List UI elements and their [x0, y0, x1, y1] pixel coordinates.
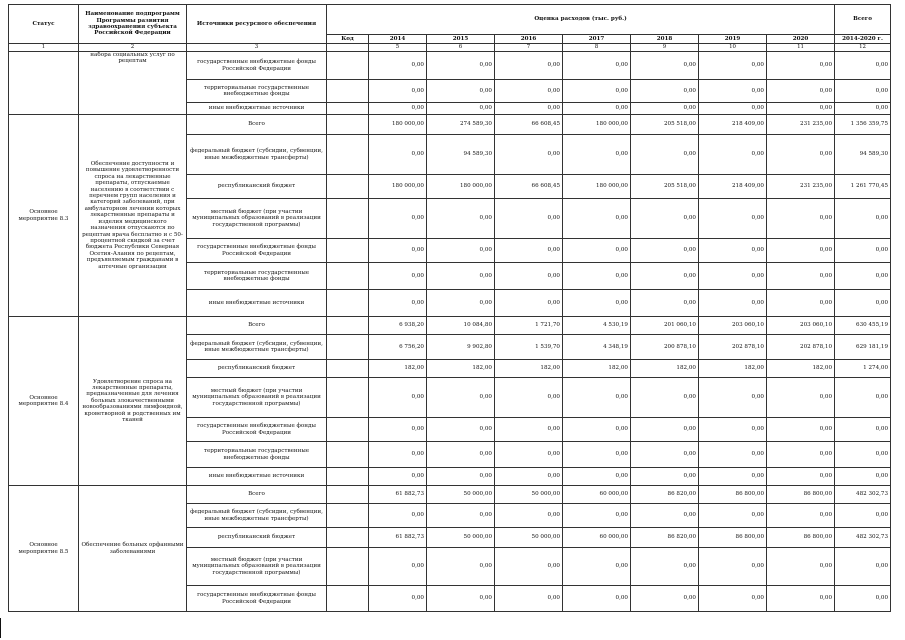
- kod-cell: [327, 135, 369, 175]
- year-value-cell: 0,00: [767, 199, 835, 239]
- year-value-cell: 50 000,00: [495, 486, 563, 504]
- year-value-cell: 0,00: [767, 504, 835, 528]
- year-value-cell: 6 938,20: [369, 317, 427, 335]
- total-value-cell: 0,00: [835, 586, 891, 612]
- table-row: [9, 115, 891, 135]
- column-number-cell: 11: [767, 44, 835, 52]
- year-value-cell: 0,00: [369, 135, 427, 175]
- table-row: [9, 486, 891, 504]
- kod-cell: [327, 103, 369, 115]
- year-value-cell: 0,00: [369, 103, 427, 115]
- year-value-cell: 0,00: [369, 52, 427, 80]
- year-value-cell: 86 820,00: [631, 486, 699, 504]
- header-row: [9, 5, 891, 35]
- year-value-cell: 0,00: [767, 442, 835, 468]
- total-value-cell: 0,00: [835, 290, 891, 317]
- total-value-cell: 94 589,30: [835, 135, 891, 175]
- year-value-cell: 0,00: [767, 418, 835, 442]
- year-value-cell: 0,00: [563, 378, 631, 418]
- total-value-cell: 1 274,00: [835, 360, 891, 378]
- year-value-cell: 9 902,80: [427, 335, 495, 360]
- year-value-cell: 0,00: [631, 378, 699, 418]
- kod-cell: [327, 504, 369, 528]
- funding-source-cell: местный бюджет (при участии муниципальных образований в реализации государственной программы): [187, 199, 327, 239]
- funding-source-cell: Всего: [187, 317, 327, 335]
- year-value-cell: 0,00: [631, 290, 699, 317]
- total-value-cell: 0,00: [835, 504, 891, 528]
- name-header: Наименование подпрограмм Программы развития здравоохранения субъекта Российской Федерации: [79, 5, 187, 44]
- year-value-cell: 182,00: [495, 360, 563, 378]
- table-body: [9, 5, 891, 612]
- year-value-cell: 0,00: [767, 548, 835, 586]
- year-value-cell: 0,00: [699, 263, 767, 290]
- year-value-cell: 0,00: [427, 290, 495, 317]
- year-value-cell: 0,00: [767, 468, 835, 486]
- funding-source-cell: федеральный бюджет (субсидии, субвенции, иные межбюджетные трансферты): [187, 335, 327, 360]
- year-value-cell: 205 518,00: [631, 175, 699, 199]
- year-value-cell: 0,00: [631, 263, 699, 290]
- year-header: 2015: [427, 35, 495, 44]
- year-value-cell: 0,00: [427, 418, 495, 442]
- year-value-cell: 0,00: [369, 80, 427, 103]
- column-number-cell: 12: [835, 44, 891, 52]
- year-value-cell: 61 882,73: [369, 528, 427, 548]
- total-value-cell: 482 302,73: [835, 486, 891, 504]
- year-value-cell: 0,00: [495, 290, 563, 317]
- year-value-cell: 0,00: [495, 80, 563, 103]
- year-value-cell: 94 589,30: [427, 135, 495, 175]
- year-value-cell: 0,00: [427, 263, 495, 290]
- column-number-cell: 8: [563, 44, 631, 52]
- year-value-cell: 4 530,19: [563, 317, 631, 335]
- year-value-cell: 0,00: [427, 586, 495, 612]
- year-value-cell: 0,00: [495, 418, 563, 442]
- funding-source-cell: федеральный бюджет (субсидии, субвенции, иные межбюджетные трансферты): [187, 504, 327, 528]
- year-value-cell: 0,00: [563, 80, 631, 103]
- funding-source-cell: республиканский бюджет: [187, 360, 327, 378]
- year-header: 2018: [631, 35, 699, 44]
- column-number-cell: 7: [495, 44, 563, 52]
- funding-source-cell: иные внебюджетные источники: [187, 290, 327, 317]
- year-value-cell: 0,00: [427, 504, 495, 528]
- column-number-cell: 2: [79, 44, 187, 52]
- kod-cell: [327, 378, 369, 418]
- year-value-cell: 0,00: [767, 586, 835, 612]
- year-value-cell: 0,00: [699, 586, 767, 612]
- year-value-cell: 0,00: [699, 418, 767, 442]
- year-value-cell: 0,00: [369, 548, 427, 586]
- year-value-cell: 180 000,00: [563, 175, 631, 199]
- year-header: 2019: [699, 35, 767, 44]
- year-value-cell: 0,00: [495, 52, 563, 80]
- year-value-cell: 0,00: [767, 290, 835, 317]
- year-value-cell: 0,00: [699, 103, 767, 115]
- year-value-cell: 182,00: [699, 360, 767, 378]
- table-row: [9, 52, 891, 80]
- funding-source-cell: территориальные государственные внебюджетные фонды: [187, 442, 327, 468]
- table-row: [9, 317, 891, 335]
- year-value-cell: 274 589,30: [427, 115, 495, 135]
- year-value-cell: 0,00: [699, 468, 767, 486]
- year-value-cell: 0,00: [767, 52, 835, 80]
- year-value-cell: 66 608,45: [495, 175, 563, 199]
- year-value-cell: 0,00: [767, 135, 835, 175]
- year-value-cell: 0,00: [427, 199, 495, 239]
- year-value-cell: 0,00: [699, 442, 767, 468]
- year-value-cell: 60 000,00: [563, 528, 631, 548]
- estimate-header: Оценка расходов (тыс. руб.): [327, 5, 835, 35]
- funding-source-cell: Всего: [187, 486, 327, 504]
- funding-source-cell: государственные внебюджетные фонды Российской Федерации: [187, 418, 327, 442]
- year-value-cell: 0,00: [427, 468, 495, 486]
- year-value-cell: 0,00: [427, 548, 495, 586]
- total-value-cell: 0,00: [835, 418, 891, 442]
- kod-cell: [327, 442, 369, 468]
- activity-name-cell: набора социальных услуг по рецептам: [79, 52, 187, 115]
- year-value-cell: 218 409,00: [699, 115, 767, 135]
- year-value-cell: 0,00: [767, 263, 835, 290]
- year-value-cell: 0,00: [699, 378, 767, 418]
- year-value-cell: 1 721,70: [495, 317, 563, 335]
- year-value-cell: 0,00: [495, 586, 563, 612]
- year-value-cell: 218 409,00: [699, 175, 767, 199]
- year-value-cell: 0,00: [631, 135, 699, 175]
- kod-cell: [327, 418, 369, 442]
- year-value-cell: 0,00: [563, 290, 631, 317]
- scan-edge-mark: [0, 618, 1, 638]
- funding-source-cell: государственные внебюджетные фонды Российской Федерации: [187, 52, 327, 80]
- year-value-cell: 0,00: [495, 442, 563, 468]
- year-value-cell: 0,00: [699, 290, 767, 317]
- year-value-cell: 60 000,00: [563, 486, 631, 504]
- year-value-cell: 200 878,10: [631, 335, 699, 360]
- year-value-cell: 0,00: [369, 199, 427, 239]
- total-value-cell: 0,00: [835, 103, 891, 115]
- total-value-cell: 0,00: [835, 468, 891, 486]
- kod-cell: [327, 263, 369, 290]
- total-value-cell: 1 261 770,45: [835, 175, 891, 199]
- year-value-cell: 0,00: [631, 199, 699, 239]
- year-value-cell: 182,00: [369, 360, 427, 378]
- year-value-cell: 0,00: [563, 442, 631, 468]
- year-value-cell: 10 084,80: [427, 317, 495, 335]
- funding-source-cell: иные внебюджетные источники: [187, 103, 327, 115]
- column-number-cell: 3: [187, 44, 327, 52]
- year-value-cell: 0,00: [427, 378, 495, 418]
- kod-cell: [327, 115, 369, 135]
- year-value-cell: 0,00: [631, 239, 699, 263]
- total-value-cell: 0,00: [835, 239, 891, 263]
- kod-cell: [327, 239, 369, 263]
- year-value-cell: 0,00: [631, 468, 699, 486]
- year-value-cell: 182,00: [767, 360, 835, 378]
- budget-table: [8, 4, 891, 612]
- year-value-cell: 0,00: [495, 135, 563, 175]
- kod-cell: [327, 586, 369, 612]
- year-value-cell: 0,00: [495, 103, 563, 115]
- status-cell: Основное мероприятие 8.4: [9, 317, 79, 486]
- year-value-cell: 231 235,00: [767, 175, 835, 199]
- year-value-cell: 0,00: [495, 468, 563, 486]
- year-value-cell: 0,00: [563, 239, 631, 263]
- year-value-cell: 182,00: [631, 360, 699, 378]
- year-value-cell: 0,00: [563, 418, 631, 442]
- year-value-cell: 0,00: [631, 80, 699, 103]
- year-value-cell: 180 000,00: [563, 115, 631, 135]
- column-number-cell: 1: [9, 44, 79, 52]
- year-value-cell: 202 878,10: [699, 335, 767, 360]
- funding-source-cell: государственные внебюджетные фонды Российской Федерации: [187, 586, 327, 612]
- funding-source-cell: республиканский бюджет: [187, 528, 327, 548]
- budget-sheet: [8, 4, 898, 612]
- year-value-cell: 0,00: [699, 199, 767, 239]
- year-value-cell: 201 060,10: [631, 317, 699, 335]
- year-value-cell: 0,00: [563, 586, 631, 612]
- funding-source-cell: территориальные государственные внебюджетные фонды: [187, 80, 327, 103]
- total-value-cell: 629 181,19: [835, 335, 891, 360]
- year-value-cell: 203 060,10: [699, 317, 767, 335]
- year-value-cell: 0,00: [699, 135, 767, 175]
- year-value-cell: 0,00: [699, 504, 767, 528]
- year-value-cell: 0,00: [563, 468, 631, 486]
- total-value-cell: 482 302,73: [835, 528, 891, 548]
- year-value-cell: 0,00: [563, 135, 631, 175]
- year-value-cell: 0,00: [563, 103, 631, 115]
- year-value-cell: 0,00: [631, 442, 699, 468]
- year-value-cell: 0,00: [631, 418, 699, 442]
- year-header: 2020: [767, 35, 835, 44]
- year-value-cell: 0,00: [495, 504, 563, 528]
- year-value-cell: 0,00: [427, 103, 495, 115]
- total-value-cell: 0,00: [835, 199, 891, 239]
- year-value-cell: 0,00: [767, 80, 835, 103]
- year-value-cell: 0,00: [767, 378, 835, 418]
- year-value-cell: 182,00: [427, 360, 495, 378]
- year-value-cell: 86 800,00: [767, 486, 835, 504]
- total-value-cell: 1 356 359,75: [835, 115, 891, 135]
- status-cell: Основное мероприятие 8.5: [9, 486, 79, 612]
- funding-source-cell: территориальные государственные внебюджетные фонды: [187, 263, 327, 290]
- total-value-cell: 0,00: [835, 263, 891, 290]
- activity-name-cell: Обеспечение больных орфанными заболеваниями: [79, 486, 187, 612]
- year-value-cell: 0,00: [369, 468, 427, 486]
- year-value-cell: 86 800,00: [699, 486, 767, 504]
- total-header: Всего: [835, 5, 891, 35]
- kod-cell: [327, 80, 369, 103]
- funding-source-cell: Всего: [187, 115, 327, 135]
- year-value-cell: 0,00: [369, 586, 427, 612]
- year-value-cell: 61 882,73: [369, 486, 427, 504]
- status-cell: Основное мероприятие 8.3: [9, 115, 79, 317]
- year-value-cell: 0,00: [369, 239, 427, 263]
- total-value-cell: 0,00: [835, 80, 891, 103]
- kod-cell: [327, 290, 369, 317]
- total-value-cell: 0,00: [835, 548, 891, 586]
- year-value-cell: 0,00: [699, 52, 767, 80]
- year-value-cell: 0,00: [495, 199, 563, 239]
- year-value-cell: 86 800,00: [767, 528, 835, 548]
- column-number-cell: 6: [427, 44, 495, 52]
- kod-cell: [327, 175, 369, 199]
- year-value-cell: 0,00: [631, 548, 699, 586]
- year-value-cell: 180 000,00: [427, 175, 495, 199]
- year-value-cell: 86 820,00: [631, 528, 699, 548]
- total-value-cell: 630 455,19: [835, 317, 891, 335]
- year-value-cell: 0,00: [495, 239, 563, 263]
- column-number-cell: 10: [699, 44, 767, 52]
- year-value-cell: 0,00: [563, 504, 631, 528]
- year-value-cell: 0,00: [563, 263, 631, 290]
- kod-cell: [327, 360, 369, 378]
- year-value-cell: 0,00: [495, 378, 563, 418]
- total-period-header: 2014-2020 г.: [835, 35, 891, 44]
- year-value-cell: 0,00: [427, 442, 495, 468]
- funding-source-cell: государственные внебюджетные фонды Российской Федерации: [187, 239, 327, 263]
- year-value-cell: 0,00: [631, 504, 699, 528]
- year-value-cell: 0,00: [369, 442, 427, 468]
- sources-header: Источники ресурсного обеспечения: [187, 5, 327, 44]
- status-header: Статус: [9, 5, 79, 44]
- total-value-cell: 0,00: [835, 52, 891, 80]
- kod-cell: [327, 52, 369, 80]
- year-value-cell: 0,00: [767, 103, 835, 115]
- year-value-cell: 0,00: [563, 548, 631, 586]
- year-value-cell: 0,00: [699, 548, 767, 586]
- kod-cell: [327, 528, 369, 548]
- year-value-cell: 0,00: [427, 239, 495, 263]
- year-value-cell: 180 000,00: [369, 175, 427, 199]
- activity-name-cell: Удовлетворение спроса на лекарственные препараты, предназначенные для лечения больных злокачественными новообразованиями лимфоидной, кроветворной и родственных им тканей: [79, 317, 187, 486]
- funding-source-cell: республиканский бюджет: [187, 175, 327, 199]
- year-value-cell: 6 756,20: [369, 335, 427, 360]
- funding-source-cell: федеральный бюджет (субсидии, субвенции, иные межбюджетные трансферты): [187, 135, 327, 175]
- year-value-cell: 231 235,00: [767, 115, 835, 135]
- funding-source-cell: местный бюджет (при участии муниципальных образований в реализации государственной программы): [187, 378, 327, 418]
- total-value-cell: 0,00: [835, 378, 891, 418]
- total-value-cell: 0,00: [835, 442, 891, 468]
- year-value-cell: 1 539,70: [495, 335, 563, 360]
- kod-cell: [327, 317, 369, 335]
- column-number-cell: 5: [369, 44, 427, 52]
- year-value-cell: 0,00: [631, 103, 699, 115]
- year-value-cell: 0,00: [563, 199, 631, 239]
- year-header: 2017: [563, 35, 631, 44]
- kod-cell: [327, 486, 369, 504]
- year-value-cell: 0,00: [369, 263, 427, 290]
- year-value-cell: 202 878,10: [767, 335, 835, 360]
- year-value-cell: 86 800,00: [699, 528, 767, 548]
- year-value-cell: 66 608,45: [495, 115, 563, 135]
- year-value-cell: 0,00: [369, 504, 427, 528]
- year-value-cell: 50 000,00: [427, 528, 495, 548]
- funding-source-cell: иные внебюджетные источники: [187, 468, 327, 486]
- column-number-row: [9, 44, 891, 52]
- year-value-cell: 0,00: [369, 290, 427, 317]
- year-value-cell: 0,00: [427, 52, 495, 80]
- year-header: 2014: [369, 35, 427, 44]
- activity-name-cell: Обеспечение доступности и повышение удовлетворенности спроса на лекарственные препараты, отпускаемые населению в соответствии с перечнем групп населения и категорий заболеваний, при амбулаторном лечении которых лекарственные препараты и изделия медицинского назначения отпускаются по рецептам врача бесплатно и с 50-процентной скидкой за счет бюджета Республики Северная Осетия-Алания по рецептам, предъявляемым гражданами в аптечные организации: [79, 115, 187, 317]
- year-value-cell: 0,00: [369, 378, 427, 418]
- year-value-cell: 180 000,00: [369, 115, 427, 135]
- year-value-cell: 0,00: [495, 548, 563, 586]
- year-value-cell: 0,00: [495, 263, 563, 290]
- year-value-cell: 203 060,10: [767, 317, 835, 335]
- year-value-cell: 0,00: [699, 239, 767, 263]
- year-value-cell: 0,00: [369, 418, 427, 442]
- kod-cell: [327, 199, 369, 239]
- year-value-cell: 0,00: [563, 52, 631, 80]
- kod-cell: [327, 335, 369, 360]
- column-number-cell: 9: [631, 44, 699, 52]
- kod-cell: [327, 548, 369, 586]
- year-value-cell: 0,00: [631, 586, 699, 612]
- kod-header: Код: [327, 35, 369, 44]
- year-value-cell: 4 348,19: [563, 335, 631, 360]
- funding-source-cell: местный бюджет (при участии муниципальных образований в реализации государственной программы): [187, 548, 327, 586]
- year-value-cell: 0,00: [767, 239, 835, 263]
- kod-cell: [327, 468, 369, 486]
- year-value-cell: 0,00: [427, 80, 495, 103]
- status-cell: [9, 52, 79, 115]
- column-number-cell: [327, 44, 369, 52]
- year-value-cell: 0,00: [699, 80, 767, 103]
- year-value-cell: 50 000,00: [495, 528, 563, 548]
- year-value-cell: 0,00: [631, 52, 699, 80]
- year-value-cell: 182,00: [563, 360, 631, 378]
- year-value-cell: 205 518,00: [631, 115, 699, 135]
- year-header: 2016: [495, 35, 563, 44]
- year-value-cell: 50 000,00: [427, 486, 495, 504]
